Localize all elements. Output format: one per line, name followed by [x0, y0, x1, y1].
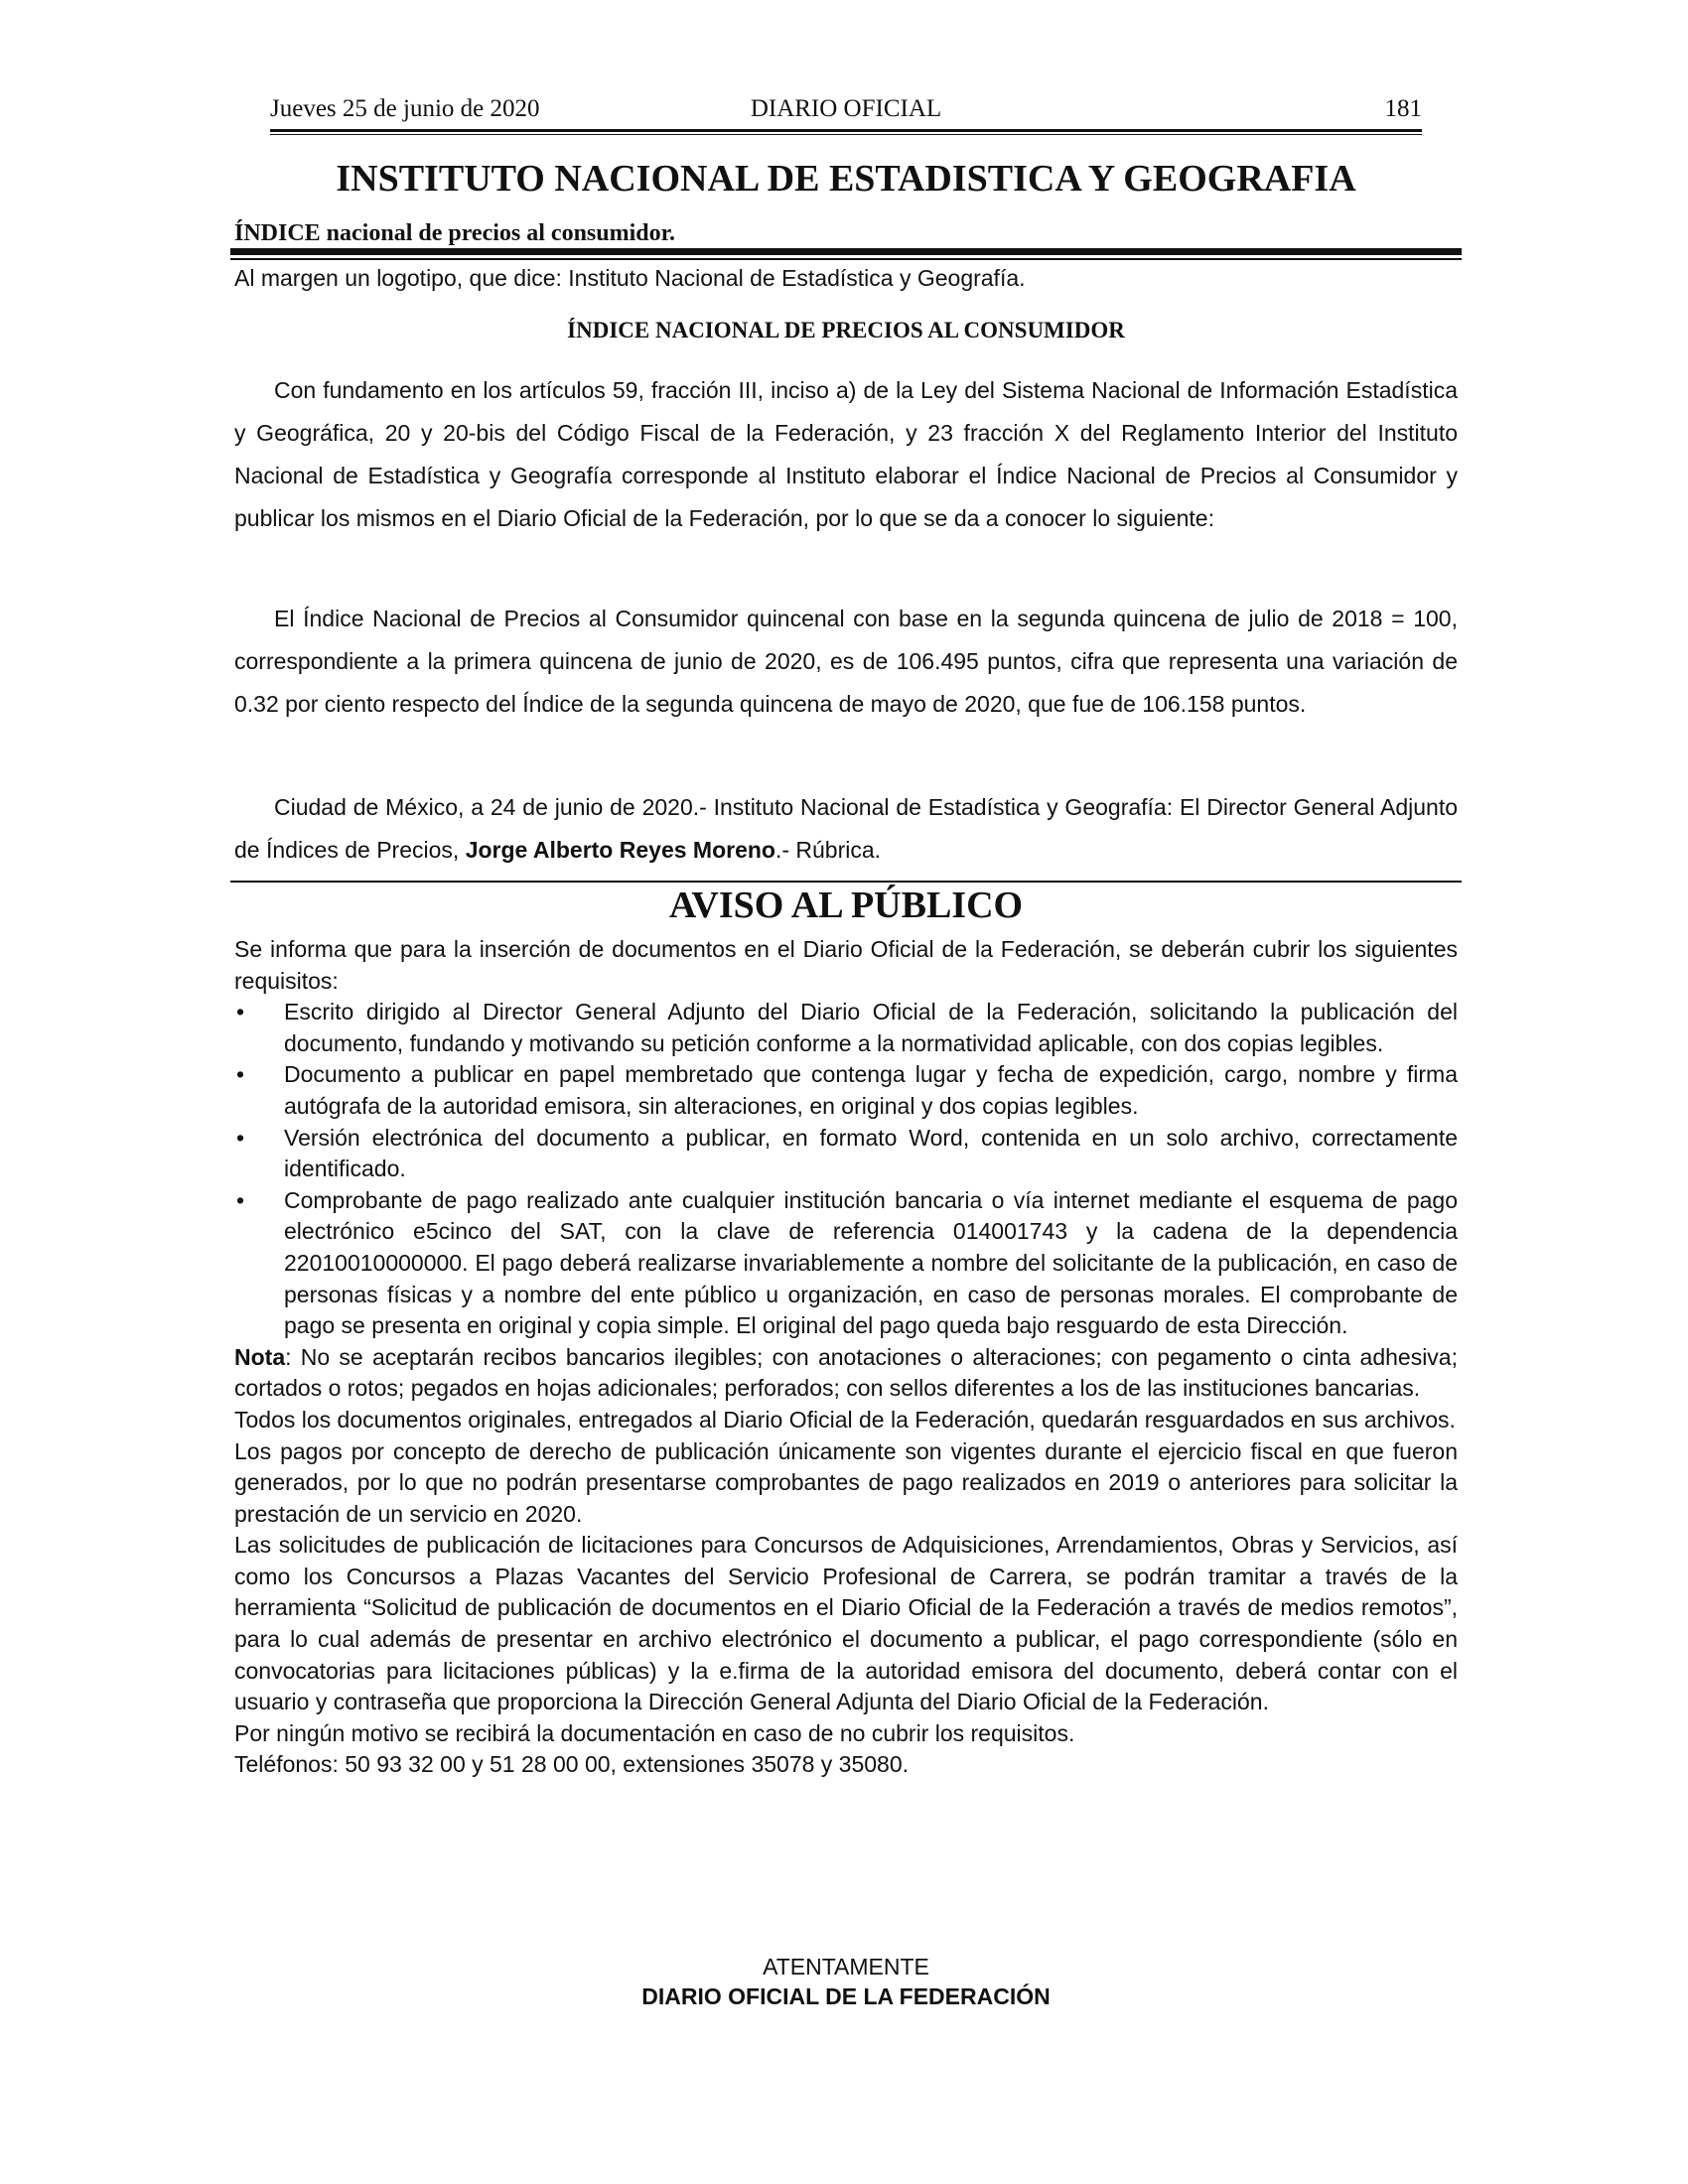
bullet-icon: •	[236, 999, 245, 1025]
institution-title: INSTITUTO NACIONAL DE ESTADISTICA Y GEOGRAFIA	[336, 158, 1356, 200]
list-item	[234, 997, 1458, 1059]
bullet-icon: •	[236, 1124, 245, 1151]
list-item	[234, 1123, 1458, 1185]
signature-text-before: Ciudad de México, a 24 de junio de 2020.- Instituto Nacional de Estadística y Geografía: El Director General Adjunto de Índices de Precios,	[234, 794, 1458, 863]
paragraph-signature	[234, 786, 1458, 872]
requirement-text: Comprobante de pago realizado ante cualquier institución bancaria o vía internet mediante el esquema de pago electrónico e5cinco del SAT, con la clave de referencia 014001743 y la cadena de la dependencia 22010010000000. El pago deberá realizarse invariablemente a nombre del solicitante de la publicación, en caso de personas físicas y a nombre del ente público u organización, en caso de personas morales. El comprobante de pago se presenta en original y copia simple. El original del pago queda bajo resguardo de esta Dirección.	[284, 1186, 1458, 1339]
list-item	[234, 1059, 1458, 1122]
header-page-number: 181	[1384, 95, 1422, 122]
paragraph-legal-basis: Con fundamento en los artículos 59, fracción III, inciso a) de la Ley del Sistema Nacional de Información Estadística y Geográfica, 20 y 20-bis del Código Fiscal de la Federación, y 23 fracción X del Reglamento Interior del Instituto Nacional de Estadística y Geografía corresponde al Instituto elaborar el Índice Nacional de Precios al Consumidor y publicar los mismos en el Diario Oficial de la Federación, por lo que se da a conocer lo siguiente:	[234, 377, 1458, 531]
section-heading: ÍNDICE NACIONAL DE PRECIOS AL CONSUMIDOR	[567, 318, 1125, 342]
requirement-text: Documento a publicar en papel membretado que contenga lugar y fecha de expedición, cargo, nombre y firma autógrafa de la autoridad emisora, sin alteraciones, en original y dos copias legibles.	[284, 1061, 1458, 1119]
requirement-text: Escrito dirigido al Director General Adjunto del Diario Oficial de la Federación, solicitando la publicación del documento, fundando y motivando su petición conforme a la normatividad aplicable, con dos copias legibles.	[284, 999, 1458, 1056]
bullet-icon: •	[236, 1061, 245, 1088]
title-rule-thick	[230, 248, 1462, 255]
list-item	[234, 1185, 1458, 1342]
paragraph-index-value: El Índice Nacional de Precios al Consumidor quincenal con base en la segunda quincena de julio de 2018 = 100, correspondiente a la primera quincena de junio de 2020, es de 106.495 puntos, cifra que representa una variación de 0.32 por ciento respecto del Índice de la segunda quincena de mayo de 2020, que fue de 106.158 puntos.	[234, 606, 1458, 717]
margin-note: Al margen un logotipo, que dice: Instituto Nacional de Estadística y Geografía.	[234, 265, 1026, 291]
document-subtitle: ÍNDICE nacional de precios al consumidor.	[234, 220, 676, 246]
title-rule-thin	[230, 258, 1462, 260]
header-date: Jueves 25 de junio de 2020	[270, 95, 540, 122]
signatory-name: Jorge Alberto Reyes Moreno	[465, 837, 775, 863]
header-rule-thin	[270, 134, 1422, 135]
note-text: : No se aceptarán recibos bancarios ilegibles; con anotaciones o alteraciones; con pegamento o cinta adhesiva; cortados o rotos; pegados en hojas adicionales; perforados; con sellos diferentes a los de las instituciones bancarias.	[234, 1343, 1458, 1402]
header-rule	[270, 129, 1422, 132]
bullet-icon: •	[236, 1186, 245, 1213]
requirement-text: Versión electrónica del documento a publicar, en formato Word, contenida en un solo archivo, correctamente identificado.	[284, 1124, 1458, 1182]
aviso-paragraph-remote-requests: Las solicitudes de publicación de licitaciones para Concursos de Adquisiciones, Arrendamientos, Obras y Servicios, así como los Concursos a Plazas Vacantes del Servicio Profesional de Carrera, se podrán tramitar a través de la herramienta “Solicitud de publicación de documentos en el Diario Oficial de la Federación a través de medios remotos”, para lo cual además de presentar en archivo electrónico el documento a publicar, el pago correspondiente (sólo en convocatorias para licitaciones públicas) y la e.firma de la autoridad emisora del documento, deberá contar con el usuario y contraseña que proporciona la Dirección General Adjunta del Diario Oficial de la Federación.	[234, 1532, 1458, 1715]
section-separator	[230, 881, 1462, 883]
aviso-note	[234, 1342, 1458, 1405]
aviso-intro: Se informa que para la inserción de documentos en el Diario Oficial de la Federación, se deberán cubrir los siguientes requisitos:	[234, 936, 1458, 994]
closing-signatory: DIARIO OFICIAL DE LA FEDERACIÓN	[641, 1983, 1051, 2009]
aviso-paragraph-phones: Teléfonos: 50 93 32 00 y 51 28 00 00, extensiones 35078 y 35080.	[234, 1751, 910, 1778]
requirements-list	[234, 997, 1458, 1342]
aviso-paragraph-archives: Todos los documentos originales, entregados al Diario Oficial de la Federación, quedarán resguardados en sus archivos.	[234, 1406, 1456, 1433]
note-label: Nota	[234, 1343, 286, 1370]
aviso-paragraph-requirements-warning: Por ningún motivo se recibirá la documentación en caso de no cubrir los requisitos.	[234, 1719, 1075, 1746]
header-publication: DIARIO OFICIAL	[750, 95, 942, 122]
aviso-title: AVISO AL PÚBLICO	[668, 885, 1024, 926]
aviso-body	[234, 934, 1458, 1781]
signature-text-after: .- Rúbrica.	[774, 837, 882, 863]
aviso-paragraph-payments: Los pagos por concepto de derecho de publicación únicamente son vigentes durante el ejercicio fiscal en que fueron generados, por lo que no podrán presentarse comprobantes de pago realizados en 2019 o anteriores para solicitar la prestación de un servicio en 2020.	[234, 1437, 1458, 1527]
closing-salutation: ATENTAMENTE	[763, 1954, 929, 1979]
running-header	[270, 95, 1422, 131]
